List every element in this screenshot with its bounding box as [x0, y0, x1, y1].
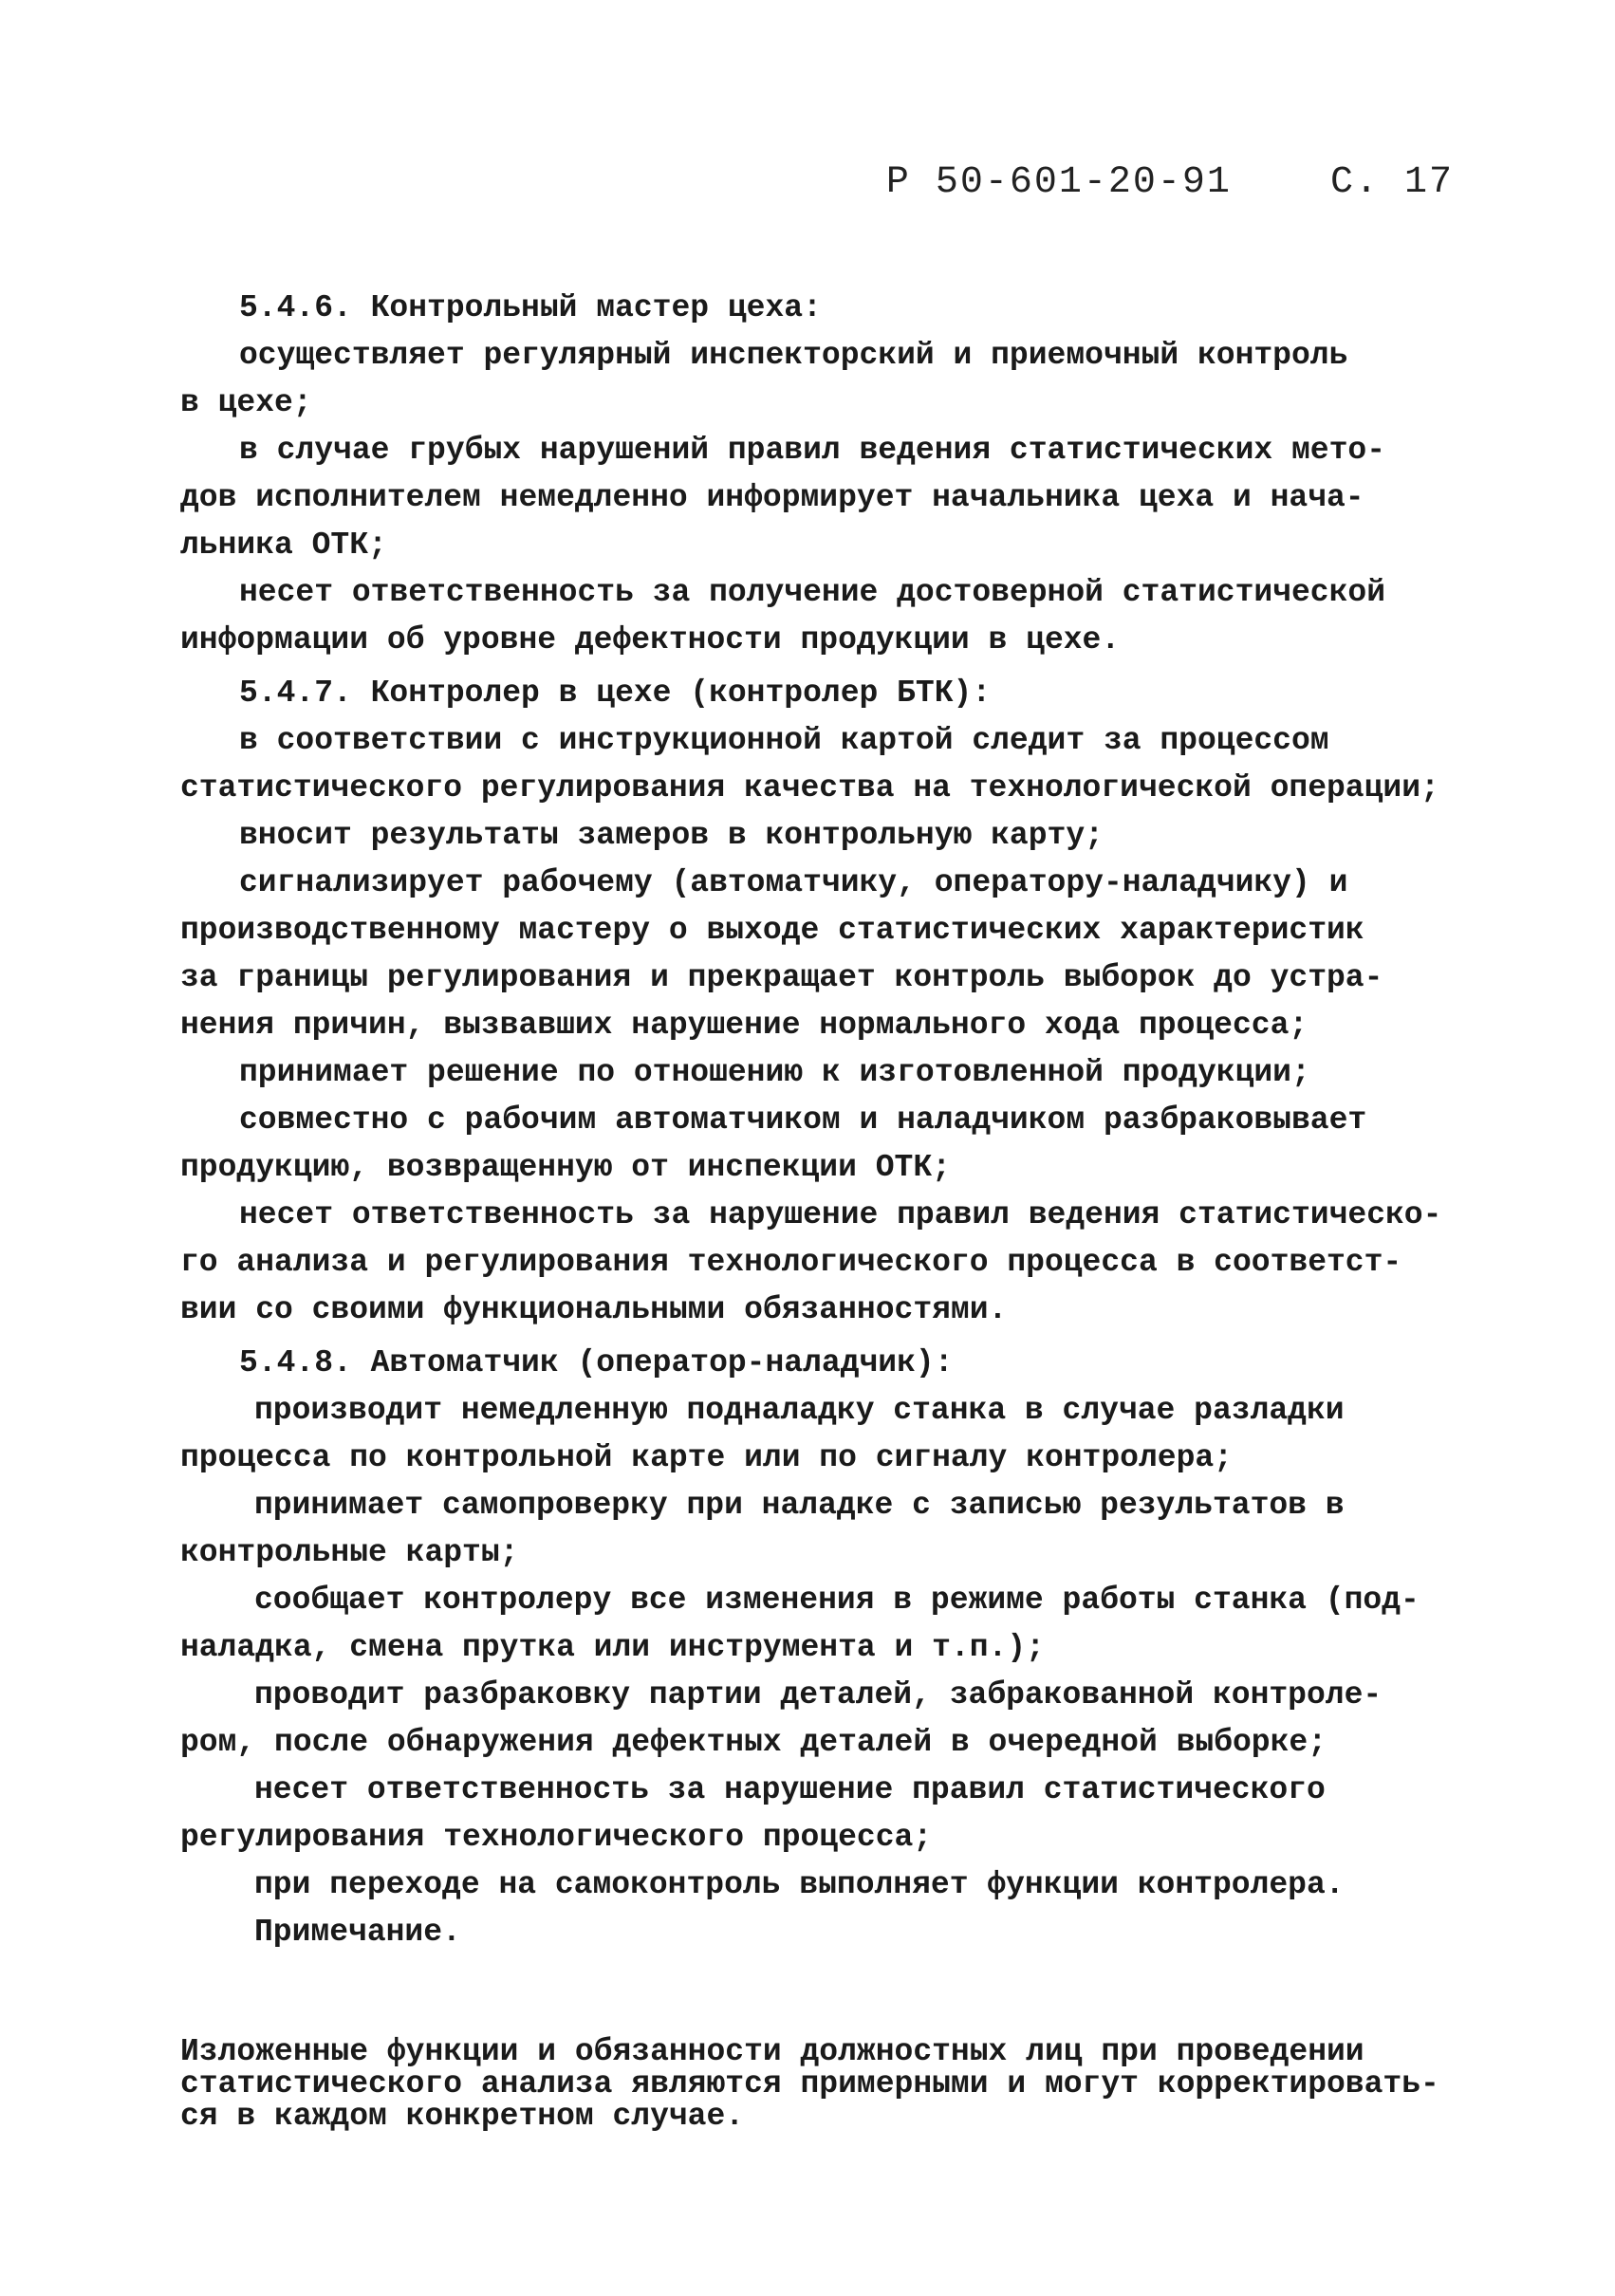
- note-heading: Примечание.: [254, 1915, 461, 1950]
- section-heading-5-4-7: 5.4.7. Контролер в цехе (контролер БТК):: [239, 676, 992, 711]
- text-line: контрольные карты;: [180, 1535, 519, 1570]
- text-line: принимает самопроверку при наладке с записью результатов в: [254, 1488, 1345, 1523]
- text-line: дов исполнителем немедленно информирует начальника цеха и нача-: [180, 480, 1364, 515]
- text-line: производственному мастеру о выходе статистических характеристик: [180, 913, 1364, 948]
- text-line: за границы регулирования и прекращает контроль выборок до устра-: [180, 960, 1383, 995]
- text-line: информации об уровне дефектности продукции в цехе.: [180, 622, 1121, 657]
- document-body: [180, 285, 1466, 1956]
- note-text: [180, 2036, 1471, 2133]
- text-line: процесса по контрольной карте или по сигналу контролера;: [180, 1440, 1233, 1475]
- text-line: несет ответственность за нарушение правил статистического: [254, 1772, 1326, 1807]
- text-line: в случае грубых нарушений правил ведения статистических мето-: [239, 433, 1385, 468]
- text-line: в соответствии с инструкционной картой следит за процессом: [239, 723, 1329, 758]
- note-line: статистического анализа являются примерными и могут корректировать-: [180, 2066, 1439, 2102]
- text-line: совместно с рабочим автоматчиком и наладчиком разбраковывает: [239, 1102, 1367, 1138]
- text-line: статистического регулирования качества на технологической операции;: [180, 770, 1439, 805]
- text-line: несет ответственность за нарушение правил ведения статистическо-: [239, 1197, 1442, 1232]
- text-line: вносит результаты замеров в контрольную карту;: [239, 818, 1104, 853]
- text-line: вии со своими функциональными обязанностями.: [180, 1292, 1008, 1327]
- text-line: регулирования технологического процесса;: [180, 1820, 933, 1855]
- text-line: при переходе на самоконтроль выполняет функции контролера.: [254, 1867, 1345, 1902]
- page-header: [886, 161, 1454, 204]
- text-line: продукцию, возвращенную от инспекции ОТК;: [180, 1150, 951, 1185]
- text-line: ром, после обнаружения дефектных деталей в очередной выборке;: [180, 1725, 1327, 1760]
- page-number: С. 17: [1329, 161, 1454, 204]
- text-line: сообщает контролеру все изменения в режиме работы станка (под-: [254, 1583, 1420, 1618]
- text-line: несет ответственность за получение достоверной статистической: [239, 575, 1385, 610]
- text-line: нения причин, вызвавших нарушение нормального хода процесса;: [180, 1008, 1309, 1043]
- note-line: Изложенные функции и обязанности должностных лиц при проведении: [180, 2034, 1364, 2069]
- text-line: осуществляет регулярный инспекторский и приемочный контроль: [239, 338, 1348, 373]
- text-line: в цехе;: [180, 385, 312, 420]
- section-heading-5-4-6: 5.4.6. Контрольный мастер цеха:: [239, 290, 822, 325]
- section-heading-5-4-8: 5.4.8. Автоматчик (оператор-наладчик):: [239, 1345, 954, 1380]
- text-line: принимает решение по отношению к изготовленной продукции;: [239, 1055, 1310, 1090]
- note-line: ся в каждом конкретном случае.: [180, 2099, 745, 2134]
- text-line: наладка, смена прутка или инструмента и т.п.);: [180, 1630, 1045, 1665]
- document-code: Р 50-601-20-91: [885, 161, 1232, 204]
- text-line: проводит разбраковку партии деталей, забракованной контроле-: [254, 1677, 1383, 1713]
- text-line: сигнализирует рабочему (автоматчику, оператору-наладчику) и: [239, 865, 1348, 900]
- text-line: производит немедленную подналадку станка в случае разладки: [254, 1393, 1345, 1428]
- text-line: льника ОТК;: [180, 528, 387, 563]
- text-line: го анализа и регулирования технологического процесса в соответст-: [180, 1245, 1402, 1280]
